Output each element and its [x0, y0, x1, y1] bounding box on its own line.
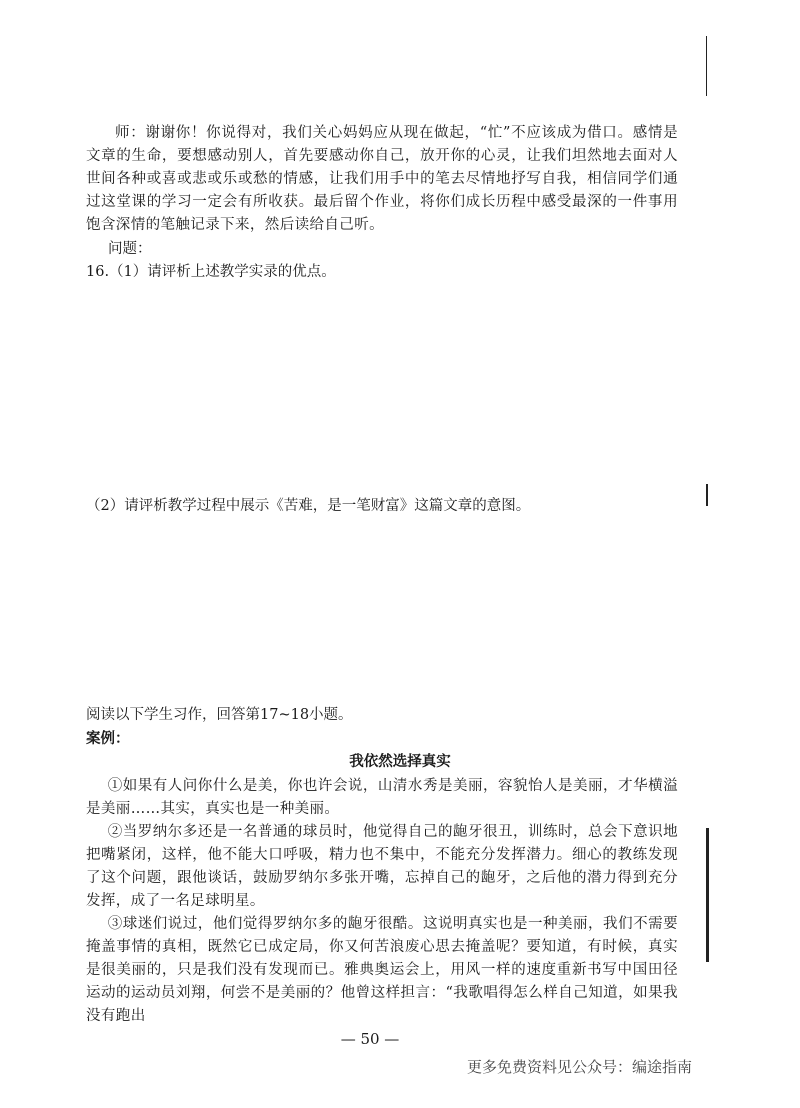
essay-paragraph-2: ②当罗纳尔多还是一名普通的球员时，他觉得自己的龅牙很丑，训练时，总会下意识地把嘴紧闭，这样，他不能大口呼吸，精力也不集中，不能充分发挥潜力。细心的教练发现了这个问题，跟他谈话，鼓励罗纳尔多张开嘴，忘掉自己的龅牙，之后他的潜力得到充分发挥，成了一名足球明星。: [86, 824, 678, 909]
question-16-2: （2）请评析教学过程中展示《苦难，是一笔财富》这篇文章的意图。: [86, 498, 531, 514]
essay-paragraph-1: ①如果有人问你什么是美，你也许会说，山清水秀是美丽，容貌怡人是美丽，才华横溢是美丽……其实，真实也是一种美丽。: [86, 778, 678, 817]
scan-mark-middle: [706, 484, 708, 506]
essay-paragraph-3: ③球迷们说过，他们觉得罗纳尔多的龅牙很酷。这说明真实也是一种美丽，我们不需要掩盖事情的真相，既然它已成定局，你又何苦浪废心思去掩盖呢？要知道，有时候，真实是很美丽的，只是我们没有发现而已。雅典奥运会上，用风一样的速度重新书写中国田径运动的运动员刘翔，何尝不是美丽的？他曾这样担言：“我歌唱得怎么样自己知道，如果我没有跑出: [86, 916, 678, 1024]
footer-note: 更多免费资料见公众号：编途指南: [466, 1058, 692, 1076]
question-16-1: 16.（1）请评析上述教学实录的优点。: [86, 264, 336, 280]
teacher-paragraph: 师：谢谢你！你说得对，我们关心妈妈应从现在做起，“忙”不应该成为借口。感情是文章的生命，要想感动别人，首先要感动你自己，放开你的心灵，让我们坦然地去面对人世间各种或喜或悲或乐或愁的情感，让我们用手中的笔去尽情地抒写自我，相信同学们通过这堂课的学习一定会有所收获。最后留个作业，将你们成长历程中感受最深的一件事用饱含深情的笔触记录下来，然后读给自己听。: [86, 125, 678, 233]
page-number: — 50 —: [340, 1030, 400, 1048]
reading-intro: 阅读以下学生习作，回答第17~18小题。: [86, 707, 353, 723]
scan-mark-top: [706, 36, 707, 96]
questions-label: 问题：: [108, 241, 152, 257]
essay-title: 我依然选择真实: [349, 753, 451, 770]
case-label: 案例：: [86, 730, 130, 747]
scan-mark-lower: [706, 828, 709, 962]
